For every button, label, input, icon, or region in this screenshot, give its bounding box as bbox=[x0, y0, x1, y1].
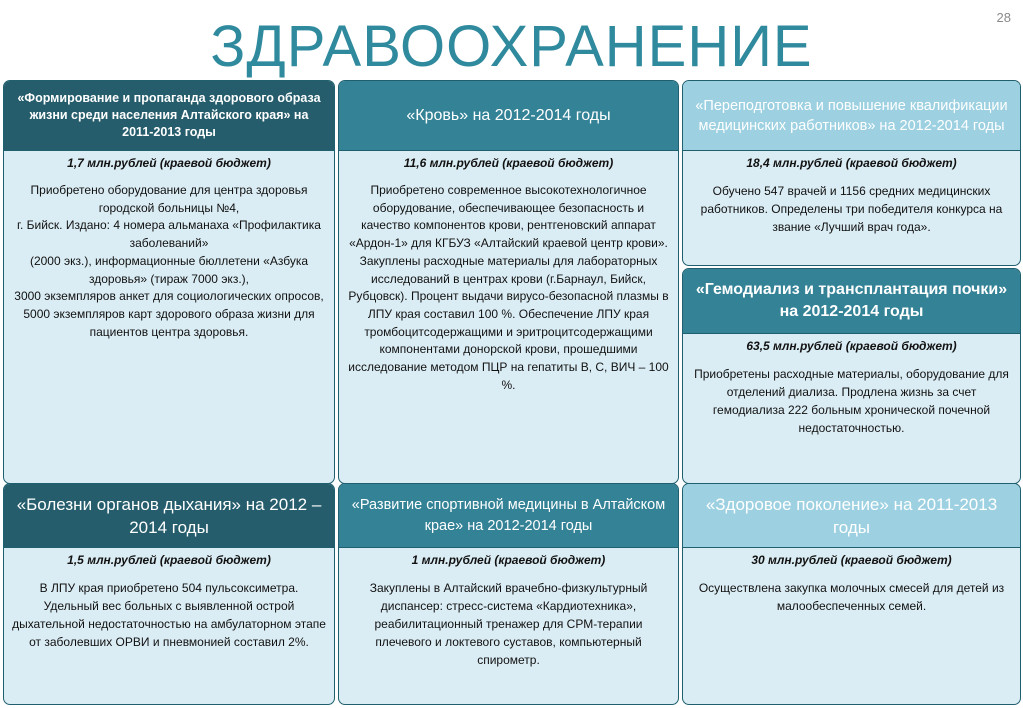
program-panel-respiratory bbox=[3, 483, 335, 705]
program-panel-sports-medicine bbox=[338, 483, 679, 705]
program-description bbox=[12, 182, 326, 341]
program-budget: 18,4 млн.рублей (краевой бюджет) bbox=[746, 156, 957, 170]
program-panel-staff-training bbox=[682, 80, 1021, 266]
program-header bbox=[339, 81, 678, 151]
program-header bbox=[339, 484, 678, 548]
program-description: Приобретены расходные материалы, оборудование для отделений диализа. Продлена жизнь за счет гемодиализа 222 больным хронической почечной недостаточностью. bbox=[694, 367, 1009, 435]
description-line: 5000 экземпляров карт здорового образа жизни для пациентов центра здоровья. bbox=[23, 306, 315, 339]
program-title: «Болезни органов дыхания» на 2012 – 2014 годы bbox=[16, 494, 322, 537]
program-header bbox=[683, 484, 1020, 548]
program-title: «Формирование и пропаганда здорового образа жизни среди населения Алтайского края» на 2011-2013 годы bbox=[17, 91, 321, 139]
program-title: «Гемодиализ и трансплантация почки» на 2012-2014 годы bbox=[695, 281, 1008, 320]
page-number: 28 bbox=[996, 10, 1011, 25]
program-header bbox=[683, 81, 1020, 151]
program-budget: 30 млн.рублей (краевой бюджет) bbox=[751, 553, 952, 567]
program-panel-hemodialysis bbox=[682, 268, 1021, 484]
description-line: Приобретено оборудование для центра здоровья городской больницы №4, bbox=[30, 183, 308, 215]
program-title: «Кровь» на 2012-2014 годы bbox=[406, 106, 611, 124]
program-budget: 63,5 млн.рублей (краевой бюджет) bbox=[746, 339, 957, 353]
program-header bbox=[683, 269, 1020, 334]
program-description: Приобретено современное высокотехнологичное оборудование, обеспечивающее безопасность и качество компонентов крови, рентгеновский аппарат «Ардон-1» для КГБУЗ «Алтайский краевой центр крови». Закуплены расходные материалы для лабораторных исследований в центрах крови (г.Барнаул, Бийск, Рубцовск). Процент выдачи вирусо-безопасной плазмы в ЛПУ края составил 100 %. Обеспечение ЛПУ края тромбоцитсодержащими и эритроцитсодержащими компонентами донорской крови, прошедшими исследование методом ПЦР на гепатиты В, С, ВИЧ – 100 %. bbox=[348, 183, 669, 392]
program-description: Закуплены в Алтайский врачебно-физкультурный диспансер: стресс-система «Кардиотехника», реабилитационный тренажер для СРМ-терапии плечевого и локтевого суставов, компьютерный спирометр. bbox=[369, 581, 648, 667]
program-header bbox=[4, 81, 334, 151]
description-line: (2000 экз.), информационные бюллетени «Азбука здоровья» (тираж 7000 экз.), bbox=[29, 253, 309, 286]
program-budget: 11,6 млн.рублей (краевой бюджет) bbox=[403, 156, 614, 170]
program-title: «Здоровое поколение» на 2011-2013 годы bbox=[705, 494, 998, 537]
program-title: «Переподготовка и повышение квалификации медицинских работников» на 2012-2014 годы bbox=[695, 97, 1008, 134]
description-line: 3000 экземпляров анкет для социологических опросов, bbox=[14, 289, 324, 304]
program-header bbox=[4, 484, 334, 548]
program-panel-healthy-lifestyle bbox=[3, 80, 335, 484]
program-panel-blood bbox=[338, 80, 679, 484]
program-budget: 1 млн.рублей (краевой бюджет) bbox=[411, 553, 606, 567]
slide-title: ЗДРАВООХРАНЕНИЕ bbox=[210, 14, 813, 79]
program-budget: 1,5 млн.рублей (краевой бюджет) bbox=[67, 553, 271, 567]
program-panel-healthy-generation bbox=[682, 483, 1021, 705]
description-line: г. Бийск. Издано: 4 номера альманаха «Профилактика заболеваний» bbox=[17, 218, 321, 251]
program-title: «Развитие спортивной медицины в Алтайском крае» на 2012-2014 годы bbox=[351, 496, 666, 534]
program-budget: 1,7 млн.рублей (краевой бюджет) bbox=[67, 156, 271, 170]
program-description: В ЛПУ края приобретено 504 пульсоксиметра. Удельный вес больных с выявленной острой дыхательной недостаточностью на амбулаторном этапе от заболевших ОРВИ и пневмонией составил 2%. bbox=[12, 581, 326, 649]
program-description: Осуществлена закупка молочных смесей для детей из малообеспеченных семей. bbox=[698, 581, 1005, 613]
program-description: Обучено 547 врачей и 1156 средних медицинских работников. Определены три победителя конкурса на звание «Лучший врач года». bbox=[700, 184, 1003, 234]
